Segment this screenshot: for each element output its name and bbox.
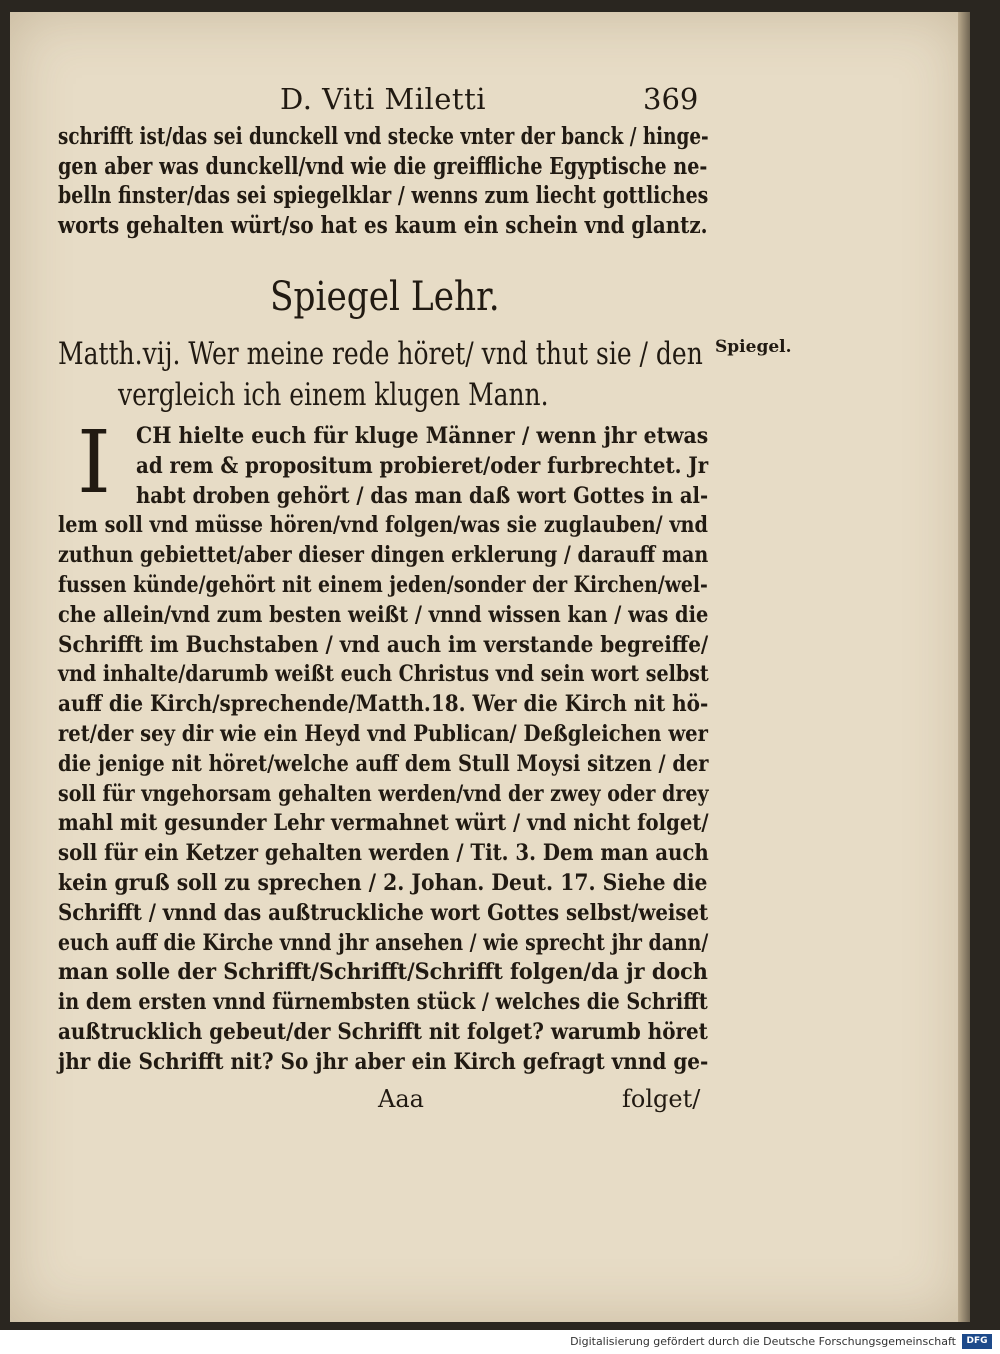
dfg-logo: DFG <box>962 1334 992 1349</box>
text-line: Schrifft im Buchstaben / vnd auch im verstande begreiffe/ <box>58 631 709 658</box>
text-line: soll für vngehorsam gehalten werden/vnd der zwey oder drey <box>58 780 709 807</box>
text-line: Schrifft / vnnd das außtruckliche wort Gottes selbst/weiset <box>58 899 709 926</box>
text-line: schrifft ist/das sei dunckell vnd stecke vnter der banck / hinge- <box>58 123 709 150</box>
catchword: folget/ <box>622 1085 701 1113</box>
text-line: zuthun gebiettet/aber dieser dingen erklerung / darauff man <box>58 542 709 569</box>
verse-line-2: vergleich ich einem klugen Mann. <box>118 377 549 413</box>
text-line: ret/der sey dir wie ein Heyd vnd Publican/ Deßgleichen wer <box>58 720 708 747</box>
signature-mark: Aaa <box>378 1085 424 1113</box>
text-line: mahl mit gesunder Lehr vermahnet würt / vnd nicht folget/ <box>58 810 709 837</box>
text-line: CH hielte euch für kluge Männer / wenn jhr etwas <box>136 423 709 449</box>
text-line: man solle der Schrifft/Schrifft/Schrifft folgen/da jr doch <box>58 959 708 986</box>
text-line: jhr die Schrifft nit? So jhr aber ein Kirch gefragt vnnd ge- <box>58 1048 709 1075</box>
text-line: in dem ersten vnnd fürnembsten stück / welches die Schrifft <box>58 989 708 1016</box>
text-line: vnd inhalte/darumb weißt euch Christus vnd sein wort selbst <box>58 661 709 688</box>
page-edge <box>958 12 970 1322</box>
text-line: lem soll vnd müsse hören/vnd folgen/was sie zuglauben/ vnd <box>58 512 708 539</box>
footer-bar <box>0 1330 1000 1354</box>
section-heading: Spiegel Lehr. <box>270 274 500 320</box>
verse-line-1: Matth.vij. Wer meine rede höret/ vnd thut sie / den <box>58 336 703 372</box>
text-line: ad rem & propositum probieret/oder furbrechtet. Jr <box>136 452 709 479</box>
page-number: 369 <box>643 82 699 116</box>
text-line: habt droben gehört / das man daß wort Gottes in al- <box>136 482 709 509</box>
text-line: außtrucklich gebeut/der Schrifft nit folget? warumb höret <box>58 1018 708 1045</box>
main-paragraph <box>58 413 709 1078</box>
text-line: worts gehalten würt/so hat es kaum ein schein vnd glantz. <box>58 211 708 239</box>
running-head: D. Viti Miletti <box>280 82 486 116</box>
text-line: fussen künde/gehört nit einem jeden/sonder der Kirchen/wel- <box>58 571 708 598</box>
margin-note: Spiegel. <box>715 337 792 357</box>
text-line: soll für ein Ketzer gehalten werden / Tit. 3. Dem man auch <box>58 840 709 867</box>
intro-paragraph <box>58 122 708 240</box>
decorated-initial: I <box>77 413 111 513</box>
text-line: kein gruß soll zu sprechen / 2. Johan. Deut. 17. Siehe die <box>58 869 708 896</box>
text-line: belln finster/das sei spiegelklar / wenns zum liecht gottliches <box>58 182 709 209</box>
text-line: auff die Kirch/sprechende/Matth.18. Wer die Kirch nit hö- <box>58 691 709 718</box>
text-line: gen aber was dunckell/vnd wie die greiffliche Egyptische ne- <box>58 152 708 180</box>
funding-credit: Digitalisierung gefördert durch die Deutsche Forschungsgemeinschaft <box>570 1335 956 1348</box>
text-line: euch auff die Kirche vnnd jhr ansehen / wie sprecht jhr dann/ <box>58 929 709 956</box>
text-line: die jenige nit höret/welche auff dem Stull Moysi sitzen / der <box>58 750 709 777</box>
text-line: che allein/vnd zum besten weißt / vnnd wissen kan / was die <box>58 601 709 628</box>
